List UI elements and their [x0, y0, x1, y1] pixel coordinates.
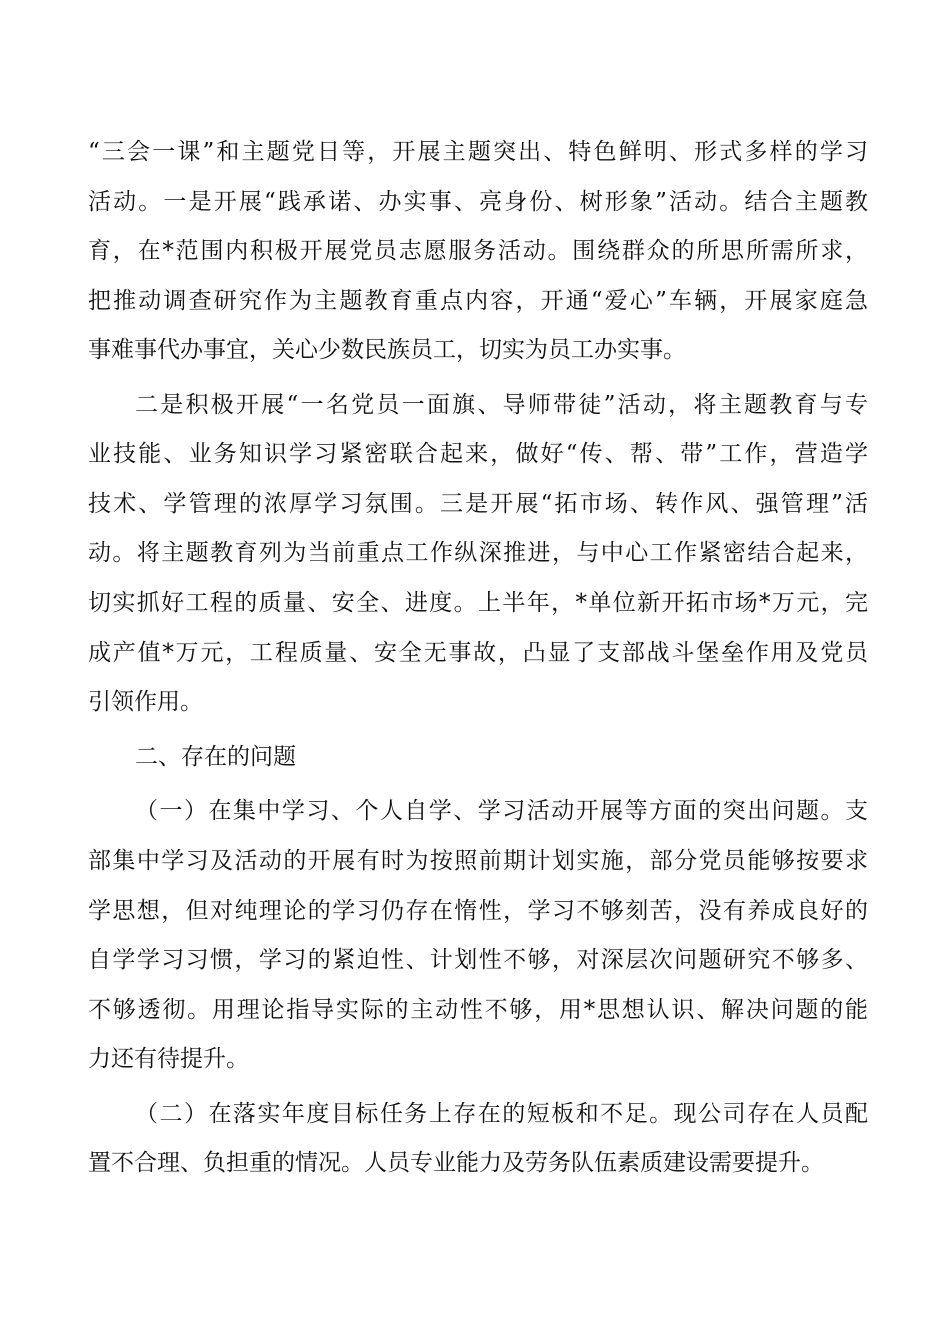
paragraph-3-line-5: 不够透彻。用理论指导实际的主动性不够，用*思想认识、解决问题的能	[88, 997, 868, 1023]
section-heading: 二、存在的问题	[135, 744, 296, 770]
paragraph-1-line-1: “三会一课”和主题党日等，开展主题突出、特色鲜明、形式多样的学习	[88, 139, 868, 165]
paragraph-2-line-6: 成产值*万元，工程质量、安全无事故，凸显了支部战斗堡垒作用及党员	[88, 640, 868, 666]
paragraph-3-line-1: （一）在集中学习、个人自学、学习活动开展等方面的突出问题。支	[135, 798, 868, 824]
paragraph-3-line-4: 自学学习习惯，学习的紧迫性、计划性不够，对深层次问题研究不够多、	[88, 947, 868, 973]
paragraph-4-line-2: 置不合理、负担重的情况。人员专业能力及劳务队伍素质建设需要提升。	[88, 1150, 824, 1176]
paragraph-2-line-1: 二是积极开展“一名党员一面旗、导师带徒”活动，将主题教育与专	[135, 392, 868, 418]
paragraph-3-line-3: 学思想，但对纯理论的学习仍存在惰性，学习不够刻苦，没有养成良好的	[88, 898, 868, 924]
paragraph-1-line-4: 把推动调查研究作为主题教育重点内容，开通“爱心”车辆，开展家庭急	[88, 288, 868, 314]
paragraph-2-line-2: 业技能、业务知识学习紧密联合起来，做好“传、帮、带”工作，营造学	[88, 441, 868, 467]
paragraph-2-line-3: 技术、学管理的浓厚学习氛围。三是开展“拓市场、转作风、强管理”活	[88, 491, 868, 517]
paragraph-2-line-7: 引领作用。	[88, 689, 203, 715]
paragraph-2-line-5: 切实抓好工程的质量、安全、进度。上半年，*单位新开拓市场*万元，完	[88, 590, 868, 616]
paragraph-3-line-2: 部集中学习及活动的开展有时为按照前期计划实施，部分党员能够按要求	[88, 848, 868, 874]
paragraph-1-line-2: 活动。一是开展“践承诺、办实事、亮身份、树形象”活动。结合主题教	[88, 189, 868, 215]
paragraph-1-line-3: 育，在*范围内积极开展党员志愿服务活动。围绕群众的所思所需所求，	[88, 238, 868, 264]
paragraph-4-line-1: （二）在落实年度目标任务上存在的短板和不足。现公司存在人员配	[135, 1101, 868, 1127]
paragraph-2-line-4: 动。将主题教育列为当前重点工作纵深推进，与中心工作紧密结合起来，	[88, 540, 868, 566]
paragraph-3-line-6: 力还有待提升。	[88, 1046, 249, 1072]
paragraph-1-line-5: 事难事代办事宜，关心少数民族员工，切实为员工办实事。	[88, 337, 686, 363]
